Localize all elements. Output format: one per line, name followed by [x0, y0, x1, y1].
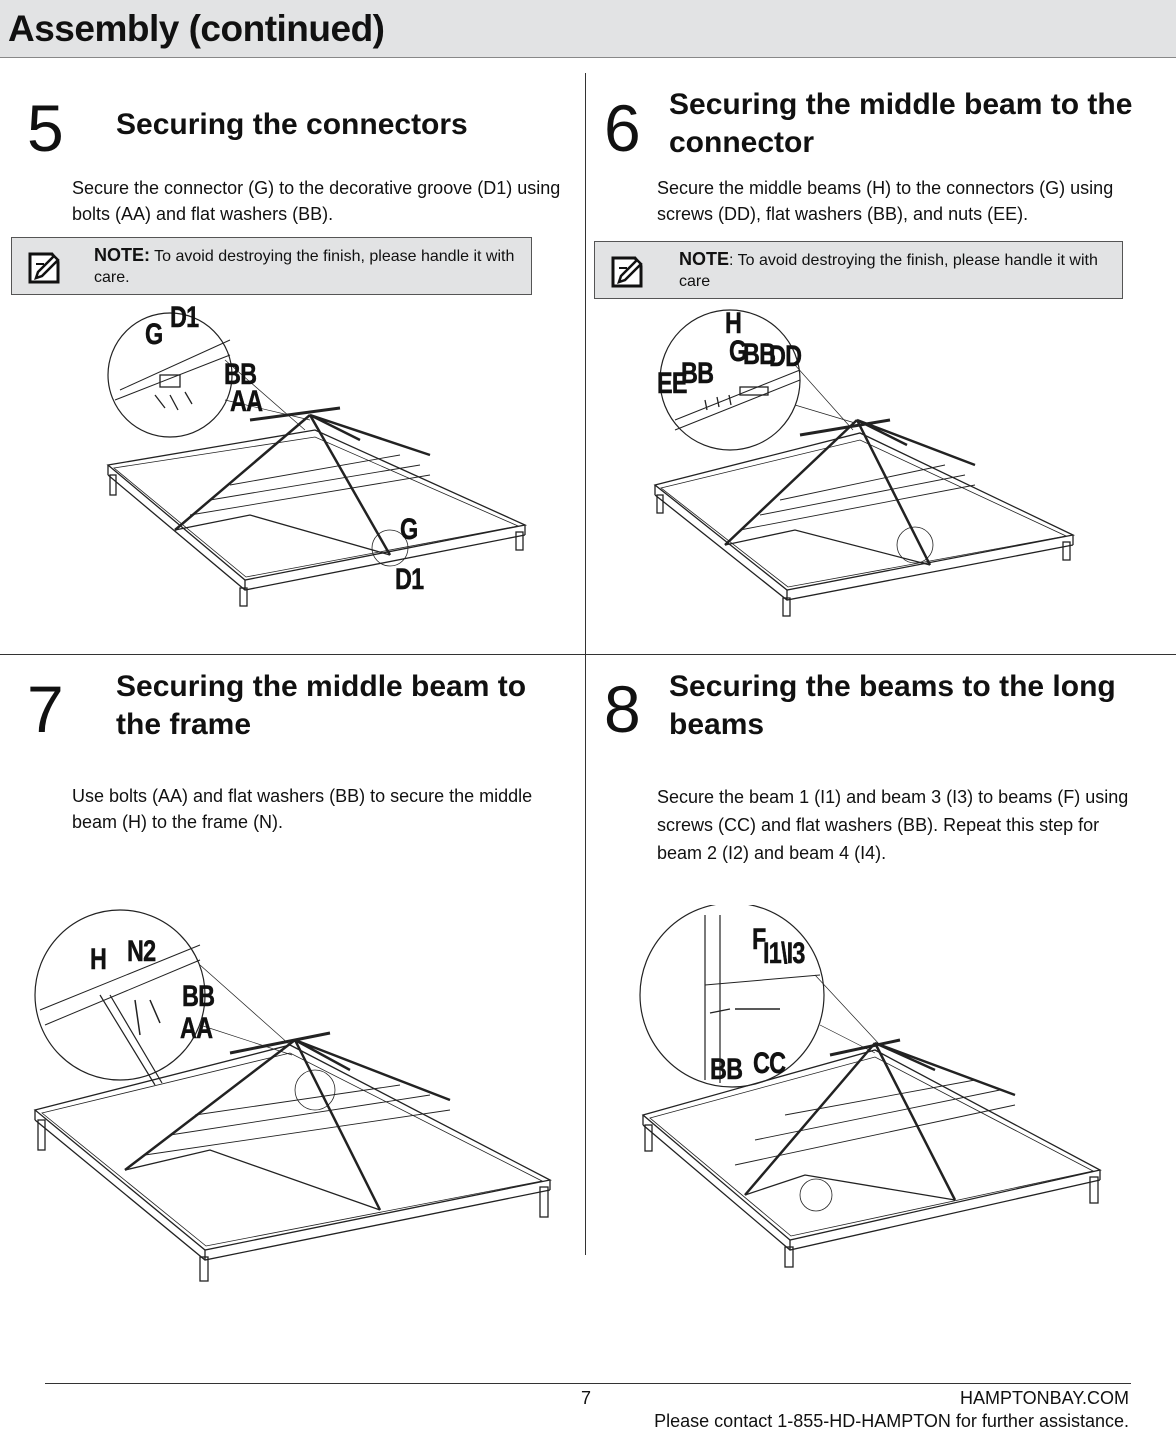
step-title: Securing the middle beam to the frame — [116, 670, 527, 741]
assembly-figure — [645, 305, 1085, 620]
header-bar — [0, 0, 1176, 58]
page-number: 7 — [581, 1388, 592, 1408]
note-text — [679, 249, 1122, 292]
step-text: Secure the middle beams (H) to the connectors (G) using screws (DD), flat washers (BB), and nuts (EE). — [657, 178, 1114, 224]
part-label: G — [729, 335, 747, 368]
step-text: Use bolts (AA) and flat washers (BB) to secure the middle beam (H) to the frame (N). — [72, 786, 533, 832]
step-number: 6 — [604, 91, 641, 165]
footer-contact: Please contact 1-855-HD-HAMPTON for further assistance. — [654, 1411, 1129, 1431]
part-label: AA — [180, 1012, 213, 1045]
note-body: : To avoid destroying the finish, please handle it with care — [679, 252, 1098, 290]
part-label: H — [725, 307, 742, 340]
footer-rule — [45, 1383, 1131, 1384]
assembly-figure — [635, 905, 1115, 1270]
part-label: G — [400, 513, 418, 546]
note-body: To avoid destroying the finish, please handle it with care. — [94, 248, 515, 286]
step-text: Secure the connector (G) to the decorative groove (D1) using bolts (AA) and flat washers (BB). — [72, 178, 561, 224]
page-title: Assembly (continued) — [8, 8, 385, 49]
step-title: Securing the connectors — [116, 108, 468, 141]
note-box — [594, 241, 1123, 299]
note-label: NOTE: — [94, 245, 150, 265]
part-label: I1\I3 — [763, 937, 805, 970]
part-label: CC — [753, 1047, 786, 1080]
vertical-divider-top — [585, 73, 586, 654]
part-label: G — [145, 318, 163, 351]
note-text — [94, 245, 531, 288]
horizontal-divider — [0, 654, 1176, 655]
vertical-divider-bottom — [585, 655, 586, 1255]
step-number: 8 — [604, 672, 641, 746]
note-pencil-icon — [607, 252, 647, 292]
note-pencil-icon — [24, 248, 64, 288]
part-label: DD — [769, 340, 802, 373]
part-label: BB — [681, 357, 714, 390]
step-title: Securing the middle beam to the connector — [669, 88, 1133, 159]
part-label: F — [752, 923, 766, 956]
part-label: N2 — [127, 935, 156, 968]
note-label: NOTE — [679, 249, 730, 269]
part-label: AA — [230, 385, 263, 418]
part-label: BB — [743, 338, 776, 371]
step-number: 7 — [27, 672, 64, 746]
step-text: Secure the beam 1 (I1) and beam 3 (I3) to beams (F) using screws (CC) and flat washers (BB). Repeat this step for beam 2 (I2) and beam 4 (I4). — [657, 787, 1129, 863]
assembly-figure — [100, 300, 540, 610]
footer-website: HAMPTONBAY.COM — [959, 1388, 1129, 1408]
part-label: D1 — [170, 301, 199, 334]
part-label: BB — [182, 980, 215, 1013]
assembly-figure — [30, 905, 560, 1285]
step-number: 5 — [27, 91, 64, 165]
step-title: Securing the beams to the long beams — [669, 670, 1116, 741]
part-label: D1 — [395, 563, 424, 596]
part-label: H — [90, 943, 107, 976]
note-box — [11, 237, 532, 295]
part-label: EE — [657, 367, 687, 400]
part-label: BB — [710, 1053, 743, 1086]
part-label: BB — [224, 358, 257, 391]
